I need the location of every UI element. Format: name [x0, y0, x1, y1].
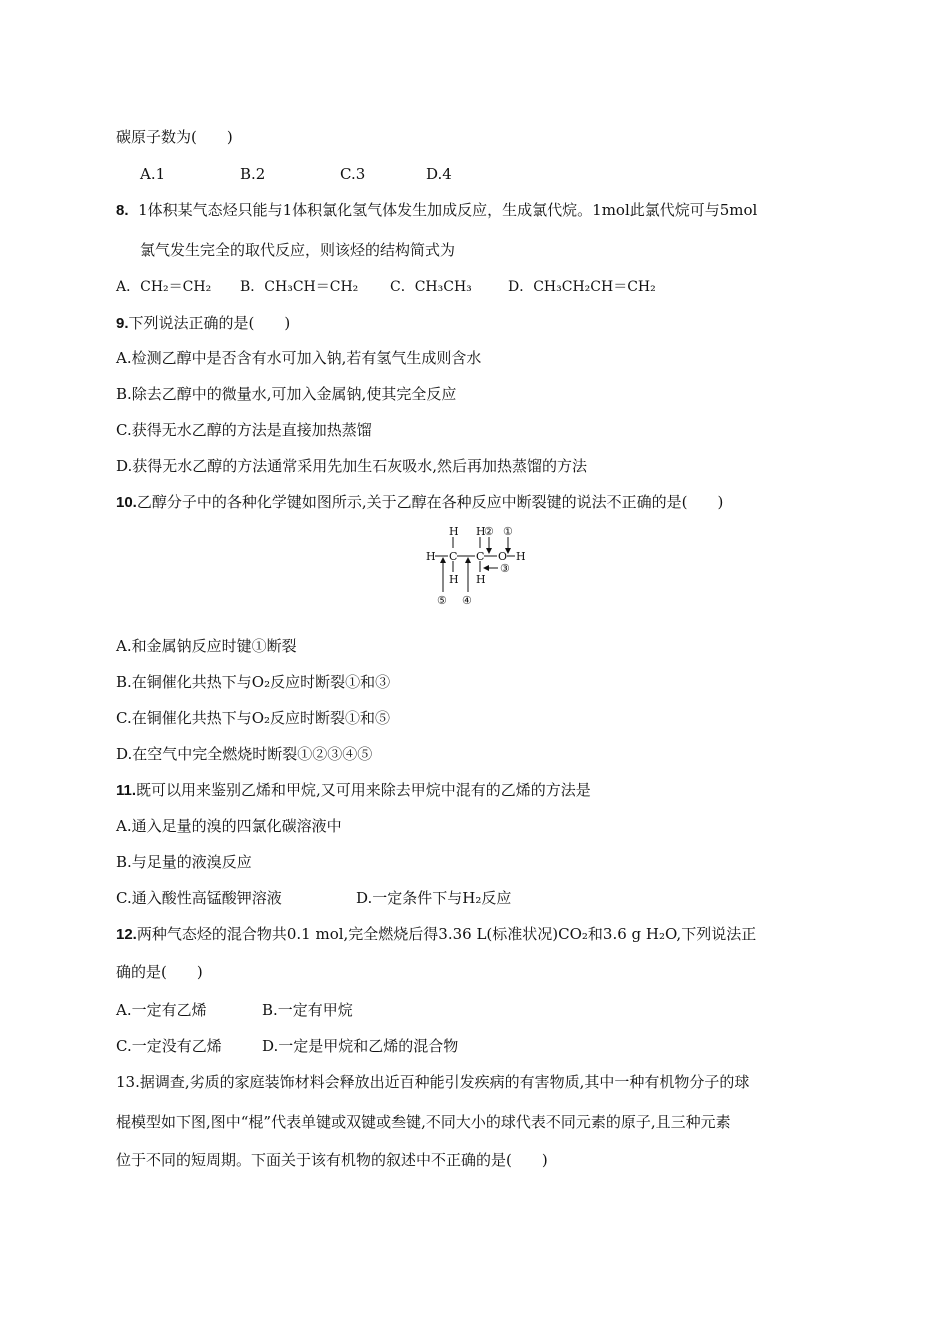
q11-options-cd: [116, 888, 511, 908]
q8-line1: [116, 200, 757, 221]
q9-option-b: B.除去乙醇中的微量水,可加入金属钠,使其完全反应: [116, 385, 457, 403]
label-5: ⑤: [437, 594, 447, 607]
q8-option-b: B．CH₃CH＝CH₂: [240, 279, 359, 295]
q12-stem-line1: 两种气态烃的混合物共0.1 mol,完全燃烧后得3.36 L(标准状况)CO₂和3.6 g H₂O,下列说法正: [136, 925, 757, 943]
atom-h-right: H: [516, 550, 526, 563]
q12-option-a: A.一定有乙烯: [116, 1001, 207, 1019]
q12-option-d: D.一定是甲烷和乙烯的混合物: [262, 1037, 459, 1055]
q8-option-d: D．CH₃CH₂CH＝CH₂: [508, 279, 656, 295]
q12-option-b: B.一定有甲烷: [262, 1001, 353, 1019]
atom-h-bottom-1: H: [449, 573, 459, 586]
q7-tail-text: 碳原子数为( ): [116, 128, 233, 146]
atom-o: O: [498, 550, 508, 563]
q7-option-c: C.3: [340, 165, 366, 183]
atom-h-left: H: [426, 550, 436, 563]
q8-option-a: A．CH₂＝CH₂: [116, 279, 212, 295]
atom-h-top-1: H: [449, 525, 459, 538]
q9-option-d: D.获得无水乙醇的方法通常采用先加生石灰吸水,然后再加热蒸馏的方法: [116, 457, 588, 475]
atom-h-bottom-2: H: [476, 573, 486, 586]
q11-stem: 既可以用来鉴别乙烯和甲烷,又可用来除去甲烷中混有的乙烯的方法是: [136, 781, 591, 799]
q12-number: 12.: [116, 926, 137, 943]
q7-option-d: D.4: [426, 165, 452, 183]
q12-stem-line2: 确的是( ): [116, 963, 203, 981]
label-3: ③: [500, 562, 510, 575]
q8-stem-line1: 1体积某气态烃只能与1体积氯化氢气体发生加成反应，生成氯代烷。1mol此氯代烷可与5mol: [138, 201, 758, 219]
q13-stem-line3: 位于不同的短周期。下面关于该有机物的叙述中不正确的是( ): [116, 1151, 548, 1169]
q12-options-ab: [116, 1000, 353, 1020]
q10-option-d: D.在空气中完全燃烧时断裂①②③④⑤: [116, 745, 373, 763]
q13-stem-line1: 13.据调查,劣质的家庭装饰材料会释放出近百种能引发疾病的有害物质,其中一种有机物分子的球: [116, 1073, 750, 1091]
q11-option-a: A.通入足量的溴的四氯化碳溶液中: [116, 817, 342, 835]
q9-option-a: A.检测乙醇中是否含有水可加入钠,若有氢气生成则含水: [116, 349, 482, 367]
q8-option-c: C．CH₃CH₃: [390, 279, 472, 295]
q12-line1: [116, 924, 756, 945]
q7-option-b: B.2: [240, 165, 266, 183]
q10-option-c: C.在铜催化共热下与O₂反应时断裂①和⑤: [116, 709, 391, 727]
q8-options: [116, 277, 656, 297]
q13-stem-line2: 棍模型如下图,图中“棍”代表单键或双键或叁键,不同大小的球代表不同元素的原子,且三种元素: [116, 1113, 731, 1131]
label-1: ①: [503, 525, 513, 538]
q10-stem-line: [116, 492, 723, 513]
q10-stem: 乙醇分子中的各种化学键如图所示,关于乙醇在各种反应中断裂键的说法不正确的是( ): [136, 493, 724, 511]
q9-stem: 下列说法正确的是( ): [128, 314, 291, 332]
atom-h-top-2: H: [476, 525, 486, 538]
q11-option-d: D.一定条件下与H₂反应: [356, 889, 512, 907]
q11-stem-line: [116, 780, 591, 801]
q9-stem-line: [116, 313, 290, 334]
q10-number: 10.: [116, 494, 137, 511]
q9-number: 9.: [116, 315, 129, 332]
atom-c1: C: [449, 550, 458, 563]
q8-stem-line2: 氯气发生完全的取代反应，则该烃的结构简式为: [140, 241, 456, 259]
q9-option-c: C.获得无水乙醇的方法是直接加热蒸馏: [116, 421, 372, 439]
q8-number: 8.: [116, 202, 129, 219]
label-4: ④: [462, 594, 472, 607]
label-2: ②: [484, 525, 494, 538]
ethanol-bond-diagram: [420, 520, 530, 610]
q11-option-c: C.通入酸性高锰酸钾溶液: [116, 889, 282, 907]
q10-option-a: A.和金属钠反应时键①断裂: [116, 637, 297, 655]
q10-option-b: B.在铜催化共热下与O₂反应时断裂①和③: [116, 673, 391, 691]
q11-number: 11.: [116, 782, 137, 799]
q7-option-a: A.1: [140, 165, 166, 183]
q11-option-b: B.与足量的液溴反应: [116, 853, 252, 871]
atom-c2: C: [476, 550, 485, 563]
q12-option-c: C.一定没有乙烯: [116, 1037, 222, 1055]
q12-options-cd: [116, 1036, 458, 1056]
q7-options: [140, 164, 452, 184]
